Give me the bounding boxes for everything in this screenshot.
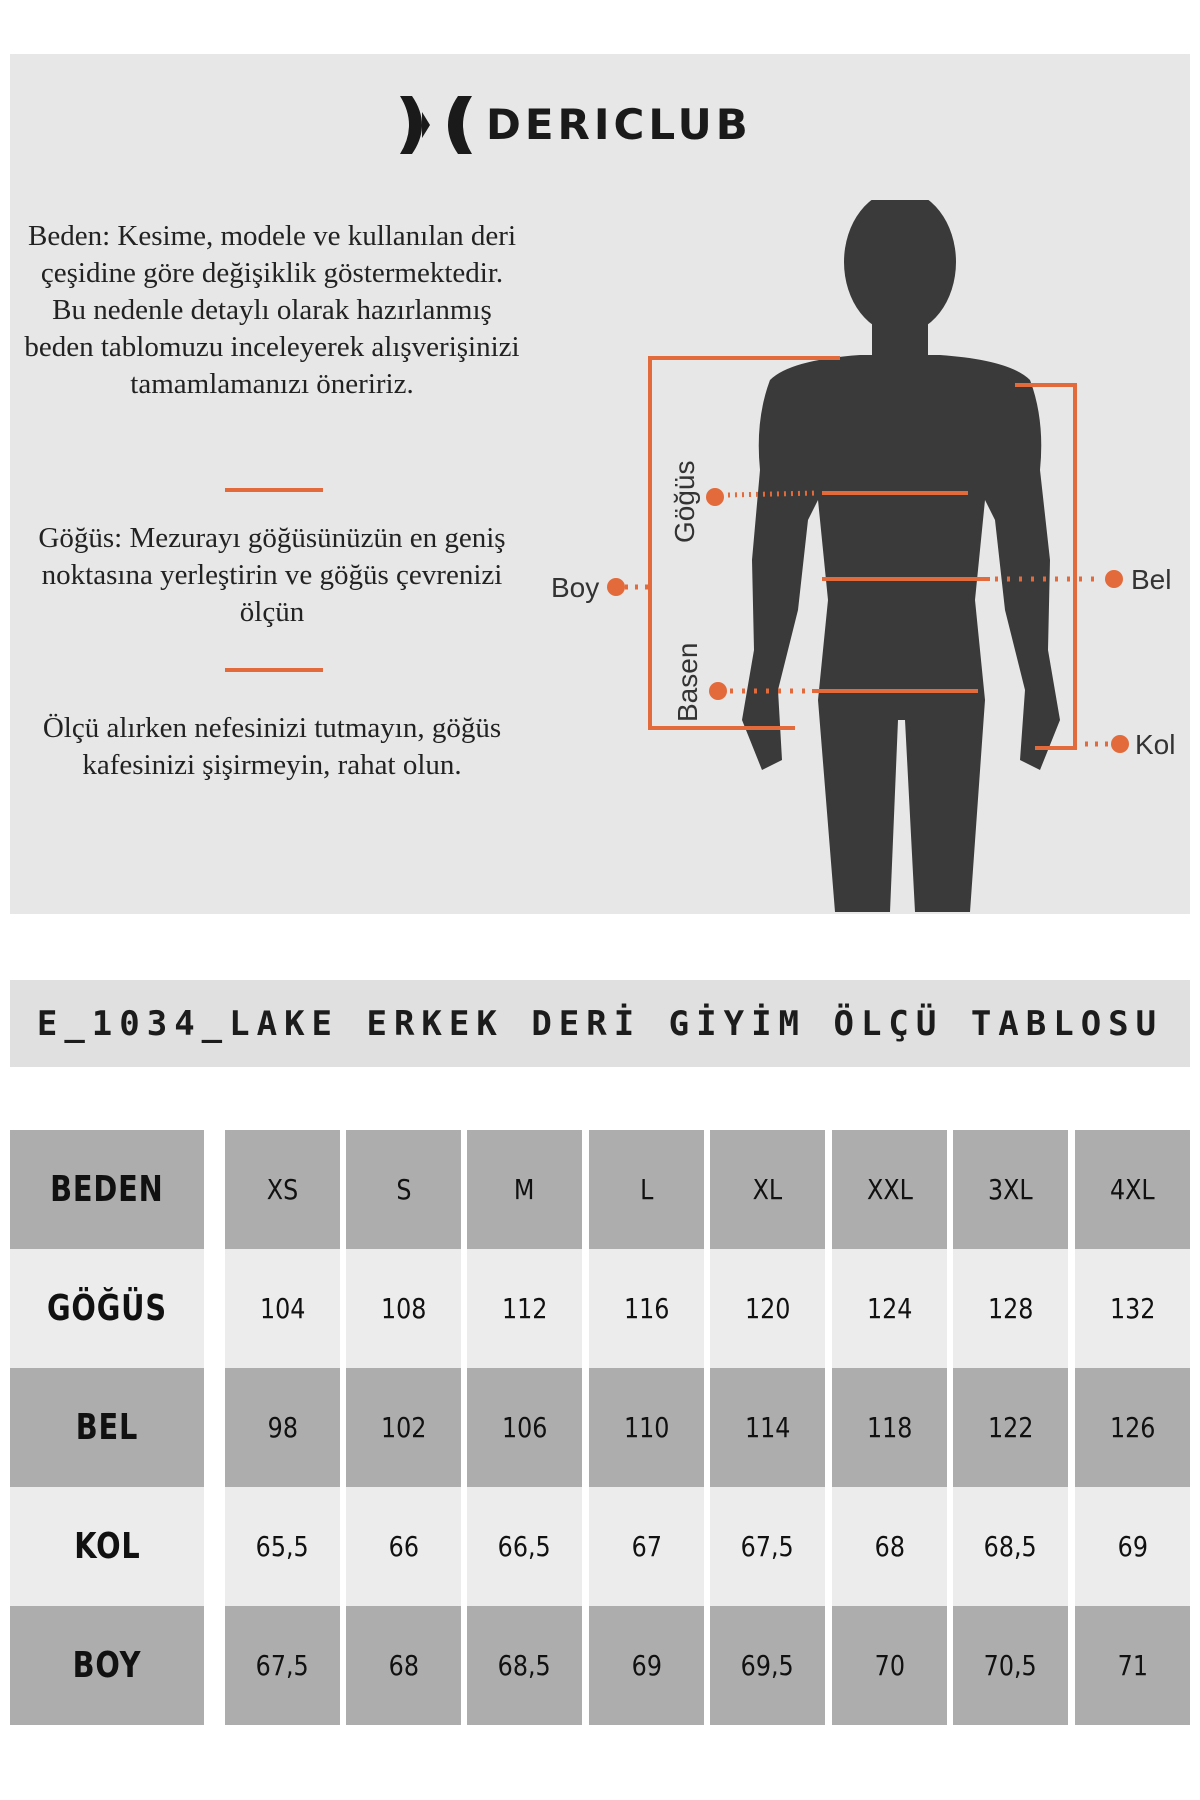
table-cell xyxy=(346,1368,461,1487)
table-header-cell xyxy=(346,1130,461,1249)
cell-text: 65,5 xyxy=(256,1530,309,1563)
cell-text: 67 xyxy=(631,1530,662,1563)
man-silhouette xyxy=(742,200,1060,912)
table-cell xyxy=(467,1606,582,1725)
cell-text: 70 xyxy=(874,1649,905,1682)
boy-dot xyxy=(607,578,625,596)
cell-text: S xyxy=(395,1173,412,1206)
cell-text: 106 xyxy=(501,1411,548,1444)
cell-text: 70,5 xyxy=(984,1649,1037,1682)
table-cell xyxy=(953,1249,1068,1368)
table-cell xyxy=(225,1249,340,1368)
info-paragraph-tip: Ölçü alırken nefesinizi tutmayın, göğüs kafesinizi şişirmeyin, rahat olun. xyxy=(42,712,502,781)
cell-text: 120 xyxy=(744,1292,791,1325)
table-cell xyxy=(832,1487,947,1606)
table-cell xyxy=(832,1249,947,1368)
divider xyxy=(225,668,323,672)
cell-text: KOL xyxy=(73,1526,141,1567)
cell-text: BEL xyxy=(75,1407,139,1448)
cell-text: 68 xyxy=(874,1530,905,1563)
cell-text: 128 xyxy=(987,1292,1034,1325)
brand-mark-icon xyxy=(398,92,474,158)
cell-text: 124 xyxy=(866,1292,913,1325)
table-cell xyxy=(1075,1487,1190,1606)
table-cell xyxy=(710,1368,825,1487)
basen-label: Basen xyxy=(672,642,703,722)
cell-text: BEDEN xyxy=(50,1169,164,1210)
table-cell xyxy=(953,1487,1068,1606)
table-cell xyxy=(710,1606,825,1725)
cell-text: 71 xyxy=(1117,1649,1148,1682)
table-header-cell xyxy=(953,1130,1068,1249)
cell-text: 69 xyxy=(1117,1530,1148,1563)
table-row-label xyxy=(10,1487,204,1606)
table-row-label xyxy=(10,1368,204,1487)
table-header-cell xyxy=(710,1130,825,1249)
cell-text: 126 xyxy=(1109,1411,1156,1444)
size-table xyxy=(10,1130,1190,1726)
table-cell xyxy=(467,1368,582,1487)
cell-text: 4XL xyxy=(1110,1173,1155,1206)
table-cell xyxy=(589,1487,704,1606)
cell-text: GÖĞÜS xyxy=(47,1288,167,1329)
table-cell xyxy=(467,1487,582,1606)
cell-text: 67,5 xyxy=(741,1530,794,1563)
info-paragraph-gogus: Göğüs: Mezurayı göğüsünüzün en geniş noktasına yerleştirin ve göğüs çevrenizi ölçün xyxy=(38,522,506,628)
boy-label: Boy xyxy=(551,572,600,603)
table-cell xyxy=(1075,1606,1190,1725)
cell-text: 69,5 xyxy=(741,1649,794,1682)
table-cell xyxy=(832,1606,947,1725)
cell-text: 102 xyxy=(380,1411,427,1444)
table-row-label xyxy=(10,1606,204,1725)
table-cell xyxy=(832,1368,947,1487)
divider xyxy=(225,488,323,492)
table-header-cell xyxy=(589,1130,704,1249)
table-cell xyxy=(589,1606,704,1725)
cell-text: 104 xyxy=(259,1292,306,1325)
cell-text: XXL xyxy=(866,1173,913,1206)
table-cell xyxy=(346,1487,461,1606)
cell-text: 110 xyxy=(623,1411,670,1444)
table-cell xyxy=(589,1368,704,1487)
kol-label: Kol xyxy=(1135,729,1176,760)
table-cell xyxy=(346,1606,461,1725)
table-cell xyxy=(953,1368,1068,1487)
brand-logo xyxy=(398,92,798,158)
cell-text: 114 xyxy=(744,1411,791,1444)
size-chart-title-bar xyxy=(10,980,1190,1067)
table-header-cell xyxy=(225,1130,340,1249)
table-cell xyxy=(1075,1249,1190,1368)
cell-text: 68,5 xyxy=(498,1649,551,1682)
cell-text: XS xyxy=(266,1173,299,1206)
table-cell xyxy=(225,1368,340,1487)
info-paragraph-beden: Beden: Kesime, modele ve kullanılan deri çeşidine göre değişiklik göstermektedir. Bu nedenle detaylı olarak hazırlanmış beden tablomuzu inceleyerek alışverişinizi tamamlamanızı öneririz. xyxy=(24,220,520,400)
cell-text: 67,5 xyxy=(256,1649,309,1682)
cell-text: BOY xyxy=(72,1645,142,1686)
cell-text: 108 xyxy=(380,1292,427,1325)
bel-dot xyxy=(1105,570,1123,588)
table-row-label xyxy=(10,1249,204,1368)
cell-text: 116 xyxy=(623,1292,670,1325)
table-header-cell xyxy=(1075,1130,1190,1249)
table-cell xyxy=(589,1249,704,1368)
cell-text: 66 xyxy=(388,1530,419,1563)
table-cell xyxy=(1075,1368,1190,1487)
cell-text: 112 xyxy=(501,1292,548,1325)
body-measurement-figure xyxy=(540,200,1190,914)
table-cell xyxy=(710,1249,825,1368)
cell-text: 69 xyxy=(631,1649,662,1682)
brand-name: DERICLUB xyxy=(486,100,752,149)
bel-label: Bel xyxy=(1131,564,1172,595)
cell-text: XL xyxy=(752,1173,783,1206)
table-cell xyxy=(467,1249,582,1368)
cell-text: 66,5 xyxy=(498,1530,551,1563)
basen-dot xyxy=(709,682,727,700)
table-cell xyxy=(346,1249,461,1368)
table-header-cell xyxy=(832,1130,947,1249)
size-chart-title: E_1034_LAKE ERKEK DERİ GİYİM ÖLÇÜ TABLOSU xyxy=(36,1003,1164,1044)
cell-text: M xyxy=(514,1173,535,1206)
cell-text: 3XL xyxy=(988,1173,1033,1206)
table-cell xyxy=(953,1606,1068,1725)
gogus-label: Göğüs xyxy=(669,460,700,543)
table-cell xyxy=(225,1606,340,1725)
cell-text: 68,5 xyxy=(984,1530,1037,1563)
table-cell xyxy=(710,1487,825,1606)
table-header-cell xyxy=(467,1130,582,1249)
cell-text: 68 xyxy=(388,1649,419,1682)
cell-text: 132 xyxy=(1109,1292,1156,1325)
cell-text: L xyxy=(639,1173,654,1206)
cell-text: 118 xyxy=(866,1411,913,1444)
table-header-label xyxy=(10,1130,204,1249)
gogus-dot xyxy=(706,488,724,506)
cell-text: 98 xyxy=(267,1411,298,1444)
cell-text: 122 xyxy=(987,1411,1034,1444)
table-cell xyxy=(225,1487,340,1606)
kol-dot xyxy=(1111,735,1129,753)
